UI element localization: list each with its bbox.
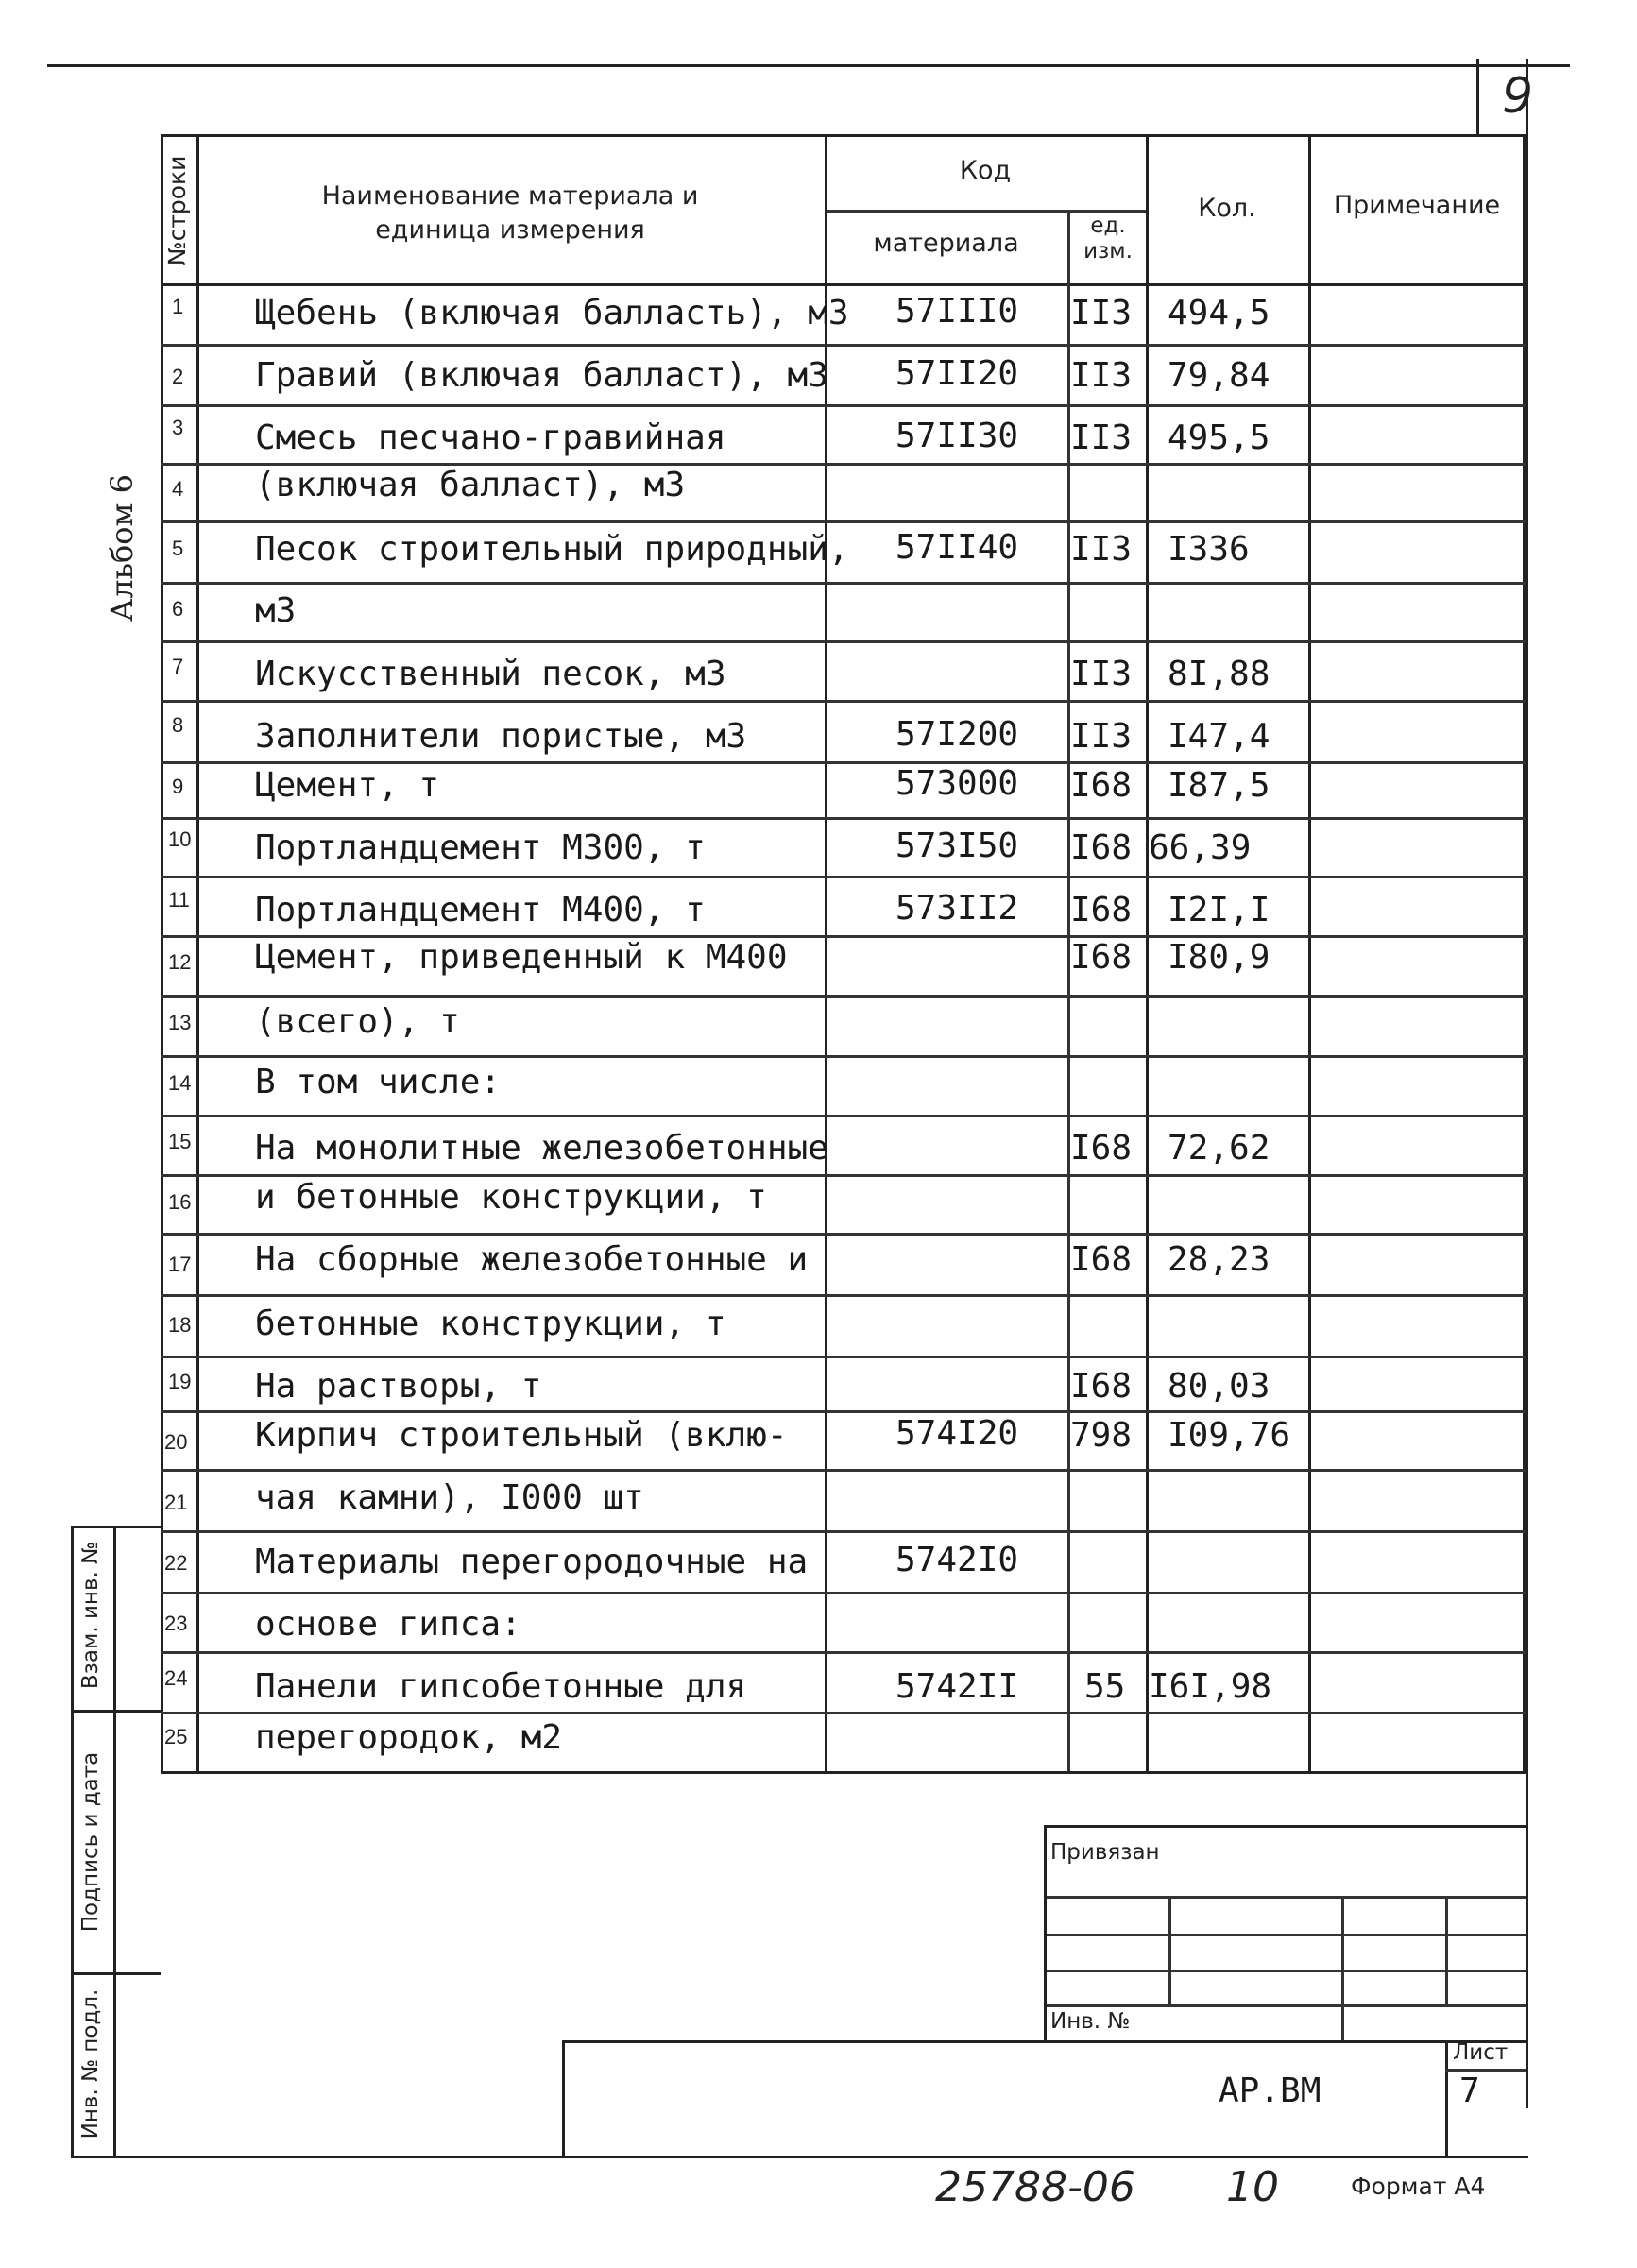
quantity: 72,62 — [1168, 1129, 1270, 1168]
material-code: 57II20 — [895, 354, 1019, 393]
row-number: 13 — [168, 1011, 192, 1034]
quantity: 79,84 — [1168, 356, 1270, 395]
quantity: I80,9 — [1168, 938, 1270, 977]
row-number: 24 — [164, 1666, 188, 1690]
quantity: 66,39 — [1149, 828, 1252, 867]
row-number: 4 — [172, 477, 184, 501]
quantity: 495,5 — [1168, 418, 1270, 457]
header-name: Наименование материала и единица измерения — [321, 181, 699, 245]
unit-code: II3 — [1070, 530, 1133, 569]
header-code: Код — [959, 156, 1012, 185]
material-name: и бетонные конструкции, т — [255, 1178, 767, 1217]
material-name: В том числе: — [255, 1063, 502, 1101]
quantity: 8I,88 — [1168, 655, 1270, 693]
material-name: Смесь песчано-гравийная — [255, 418, 726, 457]
material-name: Кирпич строительный (вклю- — [255, 1416, 788, 1455]
material-name: перегородок, м2 — [255, 1718, 563, 1757]
material-name: бетонные конструкции, т — [255, 1305, 726, 1343]
material-name: м3 — [255, 591, 297, 630]
material-code: 57II40 — [895, 528, 1019, 567]
material-name: Цемент, приведенный к М400 — [255, 938, 788, 977]
material-name: Панели гипсобетонные для — [255, 1667, 747, 1706]
header-code-unit: ед. изм. — [1083, 213, 1133, 264]
material-code: 573I50 — [895, 827, 1019, 865]
row-number: 17 — [168, 1253, 192, 1276]
unit-code: I68 — [1070, 766, 1133, 805]
header-row-no: №строки — [163, 155, 191, 266]
side-stamp-inv: Инв. № подл. — [78, 1988, 103, 2140]
row-number: 11 — [168, 888, 190, 912]
stamp-inv-no: Инв. № — [1050, 2009, 1131, 2034]
side-stamp-vzam: Взам. инв. № — [78, 1541, 103, 1690]
material-name: Портландцемент М400, т — [255, 891, 706, 929]
unit-code: II3 — [1070, 717, 1133, 756]
material-code: 57I200 — [895, 715, 1019, 754]
row-number: 14 — [168, 1071, 192, 1095]
footer-format: Формат А4 — [1351, 2173, 1486, 2200]
unit-code: II3 — [1070, 655, 1133, 693]
row-number: 18 — [168, 1313, 192, 1337]
material-name: Цемент, т — [255, 766, 440, 805]
unit-code: 798 — [1070, 1416, 1133, 1455]
footer-page: 10 — [1226, 2163, 1279, 2211]
quantity: I87,5 — [1168, 766, 1270, 805]
stamp-list-label: Лист — [1453, 2040, 1509, 2065]
row-number: 16 — [168, 1190, 192, 1214]
material-name: На монолитные железобетонные — [255, 1129, 828, 1168]
bottom-rule — [161, 2156, 1528, 2158]
row-number: 8 — [172, 713, 184, 737]
material-name: Искусственный песок, м3 — [255, 655, 726, 693]
quantity: I336 — [1168, 530, 1250, 569]
row-number: 20 — [164, 1430, 188, 1454]
material-name: На сборные железобетонные и — [255, 1240, 809, 1279]
row-number: 1 — [172, 295, 184, 318]
material-name: Гравий (включая балласт), м3 — [255, 356, 828, 395]
stamp-sheet-no: 7 — [1459, 2072, 1480, 2110]
unit-code: I68 — [1070, 938, 1133, 977]
album-label: Альбом 6 — [104, 474, 140, 622]
unit-code: 55 — [1084, 1667, 1126, 1706]
material-name: Заполнители пористые, м3 — [255, 717, 747, 756]
unit-code: II3 — [1070, 356, 1133, 395]
row-number: 15 — [168, 1130, 192, 1153]
material-code: 5742II — [895, 1667, 1019, 1706]
material-name: (всего), т — [255, 1002, 460, 1041]
header-code-material: материала — [873, 229, 1019, 258]
material-code: 574I20 — [895, 1414, 1019, 1453]
top-rule — [47, 64, 1570, 67]
unit-code: I68 — [1070, 891, 1133, 929]
row-number: 22 — [164, 1551, 188, 1575]
material-name: основе гипса: — [255, 1605, 521, 1644]
material-code: 573II2 — [895, 889, 1019, 928]
page-number: 9 — [1502, 68, 1534, 125]
material-name: На растворы, т — [255, 1367, 542, 1406]
quantity: I6I,98 — [1149, 1667, 1272, 1706]
unit-code: II3 — [1070, 294, 1133, 333]
header-qty: Кол. — [1198, 194, 1256, 223]
material-name: Щебень (включая балласть), м3 — [255, 294, 849, 333]
quantity: 494,5 — [1168, 294, 1270, 333]
side-stamp-podpis: Подпись и дата — [78, 1751, 103, 1933]
row-number: 9 — [172, 775, 184, 798]
row-number: 5 — [172, 537, 184, 560]
row-number: 12 — [168, 950, 192, 974]
unit-code: I68 — [1070, 1367, 1133, 1406]
stamp-privyazan: Привязан — [1050, 1840, 1160, 1865]
material-name: чая камни), I000 шт — [255, 1478, 644, 1517]
row-number: 21 — [164, 1491, 188, 1514]
footer-number: 25788-06 — [935, 2163, 1135, 2211]
row-number: 3 — [172, 416, 184, 439]
row-number: 19 — [168, 1370, 192, 1393]
row-number: 2 — [172, 365, 184, 388]
material-name: Портландцемент М300, т — [255, 828, 706, 867]
header-note: Примечание — [1333, 191, 1501, 220]
row-number: 7 — [172, 655, 184, 678]
stamp-doc-code: АР.ВМ — [1219, 2072, 1322, 2110]
material-code: 5742I0 — [895, 1541, 1019, 1579]
material-code: 57II30 — [895, 417, 1019, 455]
material-code: 573000 — [895, 764, 1019, 803]
unit-code: I68 — [1070, 1240, 1133, 1279]
row-number: 6 — [172, 597, 184, 621]
quantity: I09,76 — [1168, 1416, 1291, 1455]
row-number: 23 — [164, 1611, 188, 1635]
row-number: 25 — [164, 1725, 188, 1748]
row-number: 10 — [168, 827, 192, 851]
unit-code: I68 — [1070, 1129, 1133, 1168]
material-name: (включая балласт), м3 — [255, 466, 686, 504]
quantity: I47,4 — [1168, 717, 1270, 756]
quantity: 80,03 — [1168, 1367, 1270, 1406]
material-code: 57III0 — [895, 292, 1019, 331]
material-name: Материалы перегородочные на — [255, 1543, 809, 1581]
quantity: 28,23 — [1168, 1240, 1270, 1279]
material-name: Песок строительный природный, — [255, 530, 849, 569]
unit-code: I68 — [1070, 828, 1133, 867]
quantity: I2I,I — [1168, 891, 1270, 929]
page-number-divider — [1476, 59, 1479, 134]
unit-code: II3 — [1070, 418, 1133, 457]
